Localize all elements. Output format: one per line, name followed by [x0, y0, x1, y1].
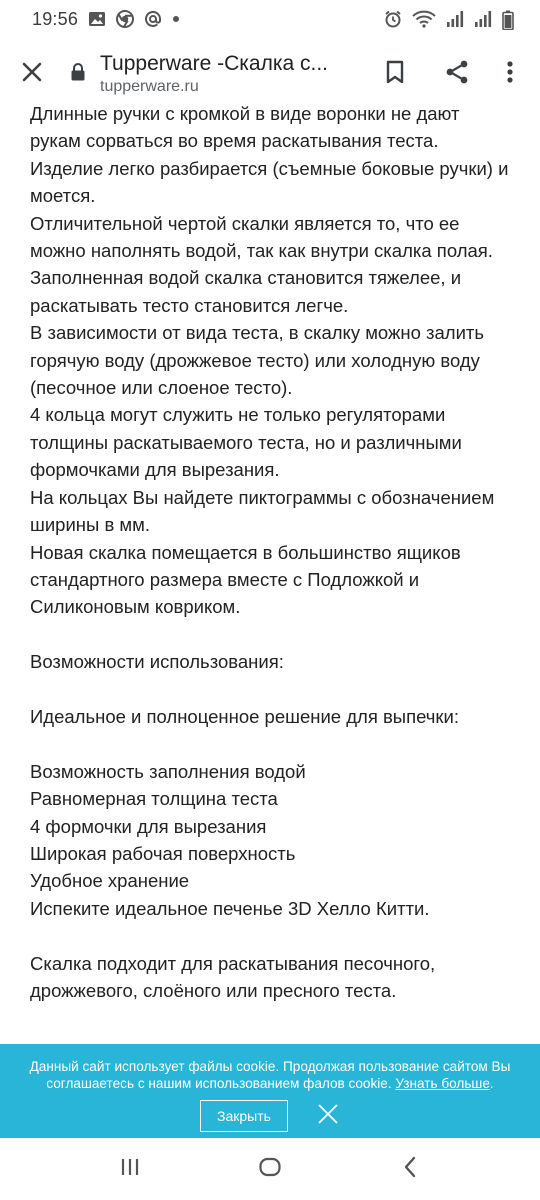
back-icon [402, 1155, 418, 1184]
article-paragraph: Новая скалка помещается в большинство ящиков стандартного размера вместе с Подложкой и Силиконовым ковриком. [30, 541, 461, 618]
signal-icon-2 [474, 10, 492, 28]
image-icon [88, 10, 106, 28]
article-paragraph: 4 формочки для вырезания [30, 815, 267, 837]
home-button[interactable] [240, 1144, 300, 1194]
product-description [30, 100, 510, 1004]
cookie-banner [0, 1044, 540, 1138]
paragraph-gap [30, 922, 510, 949]
chrome-icon [116, 10, 134, 28]
paragraph-gap [30, 621, 510, 648]
signal-icon [446, 10, 464, 28]
page-url: tupperware.ru [100, 78, 199, 95]
cookie-close-button[interactable]: Закрыть [200, 1100, 288, 1132]
cookie-link-suffix: . [489, 1076, 494, 1091]
article-paragraph: Идеальное и полноценное решение для выпечки: [30, 705, 459, 727]
article-paragraph: Широкая рабочая поверхность [30, 842, 296, 864]
article-paragraph: Заполненная водой скалка становится тяжелее, и раскатывать тесто становится легче. [30, 267, 462, 316]
article-paragraph: Удобное хранение [30, 870, 190, 892]
cookie-actions [0, 1100, 540, 1132]
status-bar [0, 0, 540, 38]
share-button[interactable] [428, 45, 486, 103]
close-icon [21, 61, 43, 88]
article-paragraph: Длинные ручки с кромкой в виде воронки не дают рукам сорваться во время раскатывания теста. [30, 103, 460, 152]
learn-more-link[interactable]: Узнать больше [395, 1076, 490, 1091]
status-left [32, 9, 180, 30]
home-icon [258, 1155, 282, 1184]
at-icon [144, 10, 162, 28]
article-paragraph: Скалка подходит для раскатывания песочного, дрожжевого, слоёного или пресного теста. [30, 952, 436, 1001]
paragraph-gap [30, 730, 510, 757]
share-icon [444, 59, 470, 90]
status-right [384, 10, 514, 28]
more-options-button[interactable] [490, 45, 530, 103]
article-paragraph: Испеките идеальное печенье 3D Хелло Китти. [30, 897, 430, 919]
close-icon [317, 1103, 339, 1130]
toolbar-actions [366, 45, 540, 103]
article-paragraph: В зависимости от вида теста, в скалку можно залить горячую воду (дрожжевое тесто) или холодную воду (песочное или слоеное тесто). [30, 322, 485, 399]
bookmark-icon [385, 60, 405, 89]
wifi-icon [412, 10, 436, 28]
alarm-icon [384, 10, 402, 28]
more-icon [506, 60, 514, 89]
bookmark-button[interactable] [366, 45, 424, 103]
cookie-text: Данный сайт использует файлы cookie. Продолжая пользование сайтом Вы соглашаетесь с нашим использованием фалов cookie. [29, 1059, 511, 1091]
page-title: Tupperware -Скалка с... [100, 52, 329, 75]
page-info[interactable] [96, 52, 366, 96]
lock-icon [70, 62, 86, 87]
article-paragraph: Изделие легко разбирается (съемные боковые ручки) и моется. [30, 157, 509, 207]
article-paragraph: 4 кольца могут служить не только регуляторами толщины раскатываемого теста, но и различными формочками для вырезания. [30, 404, 462, 481]
security-indicator[interactable] [70, 62, 96, 87]
paragraph-gap [30, 676, 510, 703]
article-paragraph: На кольцах Вы найдете пиктограммы с обозначением ширины в мм. [30, 486, 495, 536]
article-paragraph: Возможности использования: [30, 651, 284, 673]
dot-icon [172, 10, 180, 28]
battery-icon [502, 10, 514, 28]
status-time: 19:56 [32, 8, 79, 29]
article-paragraph: Равномерная толщина теста [30, 788, 278, 810]
system-navigation-bar [0, 1138, 540, 1200]
back-button[interactable] [380, 1144, 440, 1194]
recents-icon [119, 1156, 141, 1183]
cookie-dismiss-button[interactable] [316, 1104, 340, 1128]
page-content[interactable] [0, 100, 540, 1044]
article-paragraph: Отличительной чертой скалки является то, что ее можно наполнять водой, так как внутри скалка полая. [30, 212, 493, 262]
recents-button[interactable] [100, 1144, 160, 1194]
article-paragraph: Возможность заполнения водой [30, 760, 306, 782]
cookie-message [0, 1058, 540, 1092]
